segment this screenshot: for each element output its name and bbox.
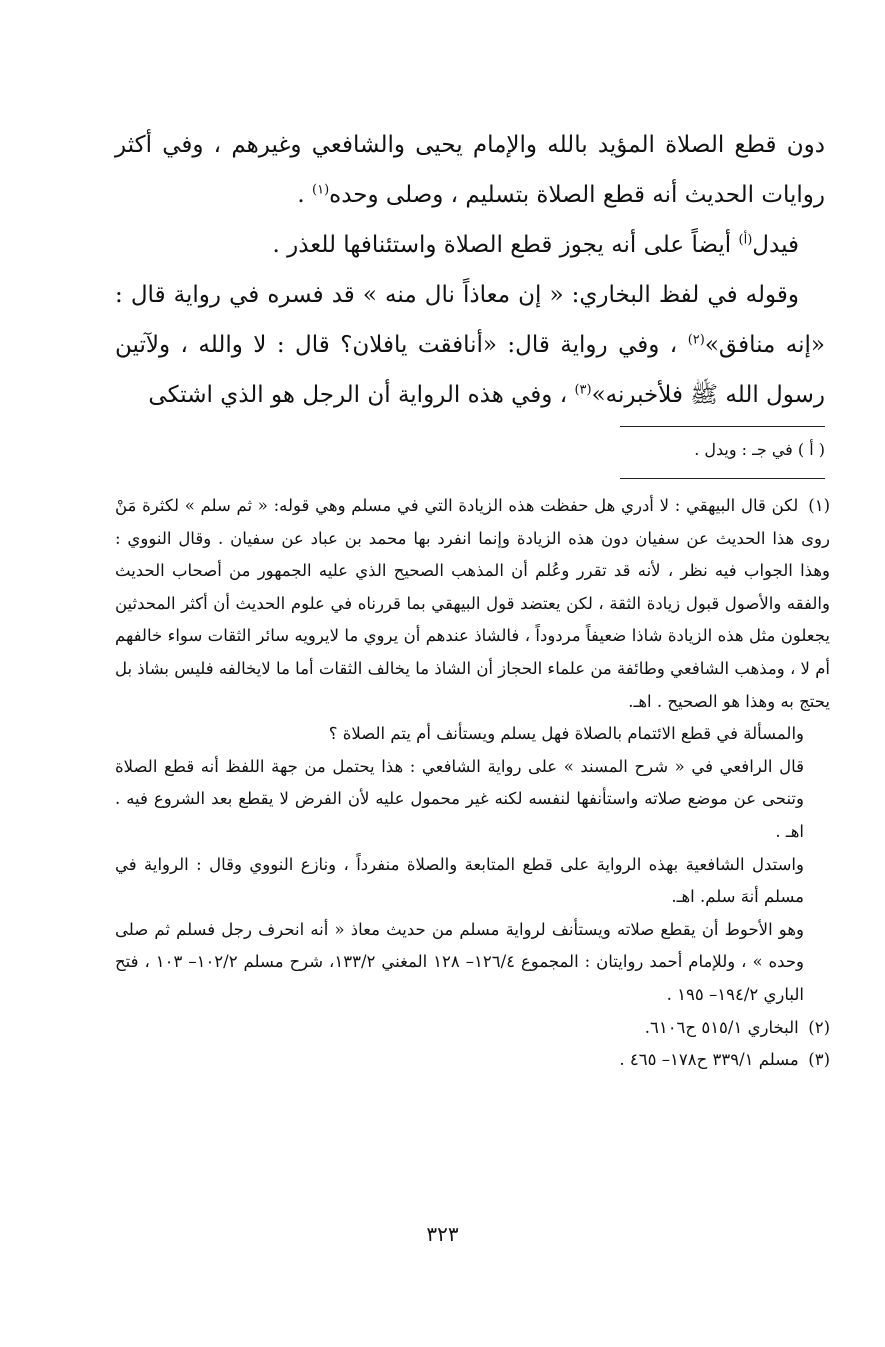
main-paragraph-3-text-c: ، وفي هذه الرواية أن الرجل هو الذي اشتكى [148,382,568,408]
footnote-1-paragraph-4: واستدل الشافعية بهذه الرواية على قطع المتابعة والصلاة منفرداً ، ونازع النووي وقال : الرواية في مسلم أنهَ سلم. اهـ. [115,854,804,907]
main-paragraph-1-end: . [297,182,305,208]
footnote-1-text: لكن قال البيهقي : لا أدري هل حفظت هذه الزيادة التي في مسلم وهي قوله: « ثم سلم » لكثرة مَنْ روى هذا الحديث عن سفيان دون هذه الزيادة وإنما انفرد بها محمد بن عباد عن سفيان . وقال النووي : وهذا الجواب فيه نظر ، لأنه قد تقرر وعُلم أن المذهب الصحيح الذي عليه الجمهور من أصحاب الحديث والفقه والأصول قبول زيادة الثقة ، لكن يعتضد قول البيهقي بما قررناه في علوم الحديث أن أكثر المحدثين يجعلون مثل هذه الزيادة شاذا ضعيفاً مردوداً ، فالشاذ عندهم أن يروي ما لايرويه سائر الثقات سواء خالفهم أم لا ، ومذهب الشافعي وطائفة من علماء الحجاز أن الشاذ ما يخالف الثقات أما ما لايخالفه فليس بشاذ بل يحتج به وهذا هو الصحيح . اهـ. [115,496,830,711]
footnote-2 [115,1012,830,1045]
page-number: ٣٢٣ [426,1222,459,1246]
main-paragraph-3-text-b: ، وفي رواية قال: «أنافقت يافلان؟ قال : لا والله ، ولآتين رسول الله ﷺ فلأخبرنه» [115,332,825,408]
footnote-3 [115,1044,830,1077]
footnote-1-paragraph-5: وهو الأحوط أن يقطع صلاته ويستأنف لرواية مسلم من حديث معاذ « أنه انحرف رجل فسلم ثم صلى وحده » ، وللإمام أحمد روايتان : المجموع ١٢٦/٤– ١٢٨ المغني ١٣٣/٢، شرح مسلم ١٠٢/٢– ١٠٣ ، فتح الباري ١٩٤/٢– ١٩٥ . [115,919,804,1004]
main-paragraph-3 [115,270,825,420]
separator-line-top [620,426,825,427]
main-paragraph-3-text-a: وقوله في لفظ البخاري: « إن معاذاً نال منه » قد فسره في رواية قال : «إنه منافق» [115,282,825,358]
footnote-ref-1: (١) [312,182,330,198]
footnote-2-number: (٢) [808,1017,830,1037]
variant-ref-a: (أ) [738,232,753,248]
footnote-ref-3: (٣) [574,382,592,398]
main-paragraph-2 [115,220,825,270]
footnote-1-paragraph-3: قال الرافعي في « شرح المسند » على رواية الشافعي : هذا يحتمل من جهة اللفظ أنه قطع الصلاة وتنحى عن موضع صلاته واستأنفها لنفسه لكنه غير محمول عليه لأن الفرض لا يقطع بعد الشروع فيه . اهـ . [115,756,804,841]
footnote-1-paragraph-2: والمسألة في قطع الائتمام بالصلاة فهل يسلم ويستأنف أم يتم الصلاة ؟ [328,724,804,744]
footnote-ref-2: (٢) [687,332,705,348]
footnote-1 [115,490,830,718]
main-text [115,120,825,420]
footnote-2-text: البخاري ٥١٥/١ ح٦١٠٦. [644,1017,799,1037]
footnotes [115,490,830,1077]
main-paragraph-1-text: دون قطع الصلاة المؤيد بالله والإمام يحيى والشافعي وغيرهم ، وفي أكثر روايات الحديث أنه قطع الصلاة بتسليم ، وصلى وحده [115,132,825,208]
variant-note: ( أ ) في جـ : ويدل . [694,440,825,459]
main-paragraph-1 [115,120,825,220]
separator-line-bottom [620,478,825,479]
footnote-1-number: (١) [808,496,831,515]
footnote-3-number: (٣) [808,1050,830,1070]
footnote-3-text: مسلم ٣٣٩/١ ح١٧٨– ٤٦٥ . [619,1050,799,1070]
main-paragraph-2-text-a: فيدل [752,232,799,258]
main-paragraph-2-text-b: أيضاً على أنه يجوز قطع الصلاة واستئنافها للعذر . [272,232,739,258]
